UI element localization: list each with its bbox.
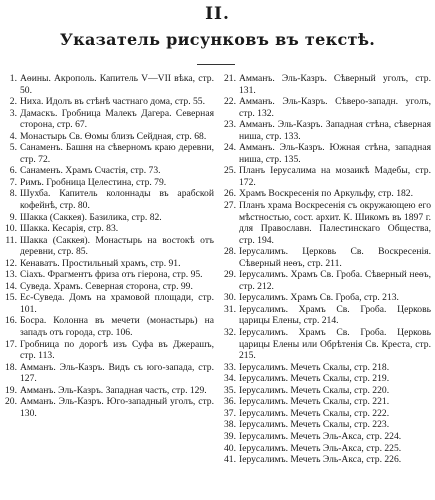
entry-number: 1. [9, 73, 17, 84]
entry-number: 6. [9, 165, 17, 177]
index-entry [223, 362, 431, 374]
entry-number: 39. [224, 430, 236, 442]
index-entry [223, 419, 431, 431]
index-column-right [223, 73, 431, 466]
entry-number: 8. [9, 188, 17, 200]
entry-number: 19. [5, 384, 17, 396]
entry-number: 4. [9, 130, 17, 142]
entry-number: 27. [224, 200, 236, 212]
entry-text: Храмъ Воскресенія по Аркульфу, стр. 182. [239, 188, 413, 200]
index-entry [4, 131, 214, 143]
index-entry [223, 246, 431, 269]
index-entry [223, 304, 431, 327]
entry-number: 18. [5, 361, 17, 373]
entry-text: Іерусалимъ. Храмъ Св. Гроба. Церковь царицы Елены или Обрѣтенія Св. Креста, стр. 215. [239, 327, 431, 362]
entry-number: 33. [224, 361, 236, 373]
entry-text: Монастырь Св. Ѳомы близъ Сейдная, стр. 68. [20, 130, 207, 142]
index-entry [4, 281, 214, 293]
entry-number: 34. [224, 373, 236, 385]
entry-text: Санаменъ. Храмъ Счастія, стр. 73. [20, 165, 161, 177]
entry-number: 16. [5, 315, 17, 327]
entry-number: 7. [9, 176, 17, 188]
entry-number: 25. [224, 165, 236, 177]
entry-number: 31. [224, 303, 236, 315]
entry-number: 11. [5, 234, 17, 246]
index-entry [223, 431, 431, 443]
index-entry [4, 142, 214, 165]
index-entry [4, 188, 214, 211]
entry-text: Амманъ. Эль-Казръ. Видъ съ юго-запада, стр. 127. [20, 361, 214, 385]
entry-number: 13. [5, 269, 17, 281]
index-entry [4, 269, 214, 281]
entry-text: Планъ Іерусалима на мозаикѣ Мадебы, стр. 172. [239, 165, 431, 188]
entry-text: Іерусалимъ. Храмъ Св. Гроба, стр. 213. [239, 292, 399, 304]
entry-text: Шакка. Кесарія, стр. 83. [20, 223, 119, 235]
entry-number: 14. [5, 280, 17, 292]
index-entry [4, 292, 214, 315]
entry-number: 17. [5, 338, 17, 350]
entry-text: Амманъ. Эль-Казръ. Западная часть, стр. 129. [20, 384, 207, 396]
index-entry [223, 292, 431, 304]
entry-text: Іерусалимъ. Мечеть Эль-Акса, стр. 225. [239, 442, 402, 454]
entry-text: Іерусалимъ. Мечеть Эль-Акса, стр. 226. [239, 454, 402, 466]
index-entry [4, 235, 214, 258]
entry-number: 26. [224, 188, 236, 200]
index-entry [4, 385, 214, 397]
entry-number: 38. [224, 419, 236, 431]
index-entry [4, 96, 214, 108]
entry-text: Амманъ. Эль-Казръ. Западная стѣна, сѣверная ниша, стр. 133. [239, 119, 431, 142]
section-number: II. [205, 4, 230, 24]
entry-text: Ниха. Идолъ въ стѣнѣ частнаго дома, стр. 55. [20, 96, 205, 108]
entry-text: Іерусалимъ. Церковь Св. Воскресенія. Сѣверный неѳъ, стр. 211. [239, 246, 431, 269]
index-entry [4, 315, 214, 338]
index-entry [4, 362, 214, 385]
entry-text: Іерусалимъ. Мечеть Скалы, стр. 218. [239, 361, 390, 373]
entry-text: Іерусалимъ. Мечеть Скалы, стр. 222. [239, 407, 390, 419]
entry-text: Кенаватъ. Простильный храмъ, стр. 91. [20, 257, 181, 269]
entry-text: Амманъ. Эль-Казръ. Сѣверный уголъ, стр. 131. [239, 73, 431, 96]
title-divider [197, 64, 235, 65]
entry-text: Шакка (Саккея). Базилика, стр. 82. [20, 211, 162, 223]
entry-number: 12. [5, 257, 17, 269]
entry-number: 9. [9, 211, 17, 223]
entry-number: 10. [5, 223, 17, 235]
entry-number: 32. [224, 327, 236, 339]
entry-number: 20. [5, 396, 17, 408]
index-entry [4, 258, 214, 270]
entry-text: Суведа. Храмъ. Северная сторона, стр. 99. [20, 280, 193, 292]
entry-number: 28. [224, 246, 236, 258]
entry-number: 37. [224, 407, 236, 419]
index-entry [4, 396, 214, 419]
index-column-left [4, 73, 214, 419]
entry-text: Дамаскъ. Гробница Малекъ Дагера. Северная сторона, стр. 67. [20, 107, 214, 131]
index-entry [223, 96, 431, 119]
entry-text: Іерусалимъ. Мечеть Скалы, стр. 223. [239, 419, 390, 431]
entry-number: 2. [9, 96, 17, 108]
entry-text: Ес-Суведа. Домъ на храмовой площади, стр. 101. [20, 292, 214, 315]
entry-number: 24. [224, 142, 236, 154]
entry-text: Іерусалимъ. Мечеть Скалы, стр. 220. [239, 384, 390, 396]
entry-number: 35. [224, 384, 236, 396]
entry-text: Санаменъ. Башня на сѣверномъ краю деревни, стр. 72. [20, 142, 214, 165]
entry-text: Сіахъ. Фрагментъ фриза отъ гіерона, стр. 95. [20, 269, 203, 281]
index-entry [4, 212, 214, 224]
entry-number: 29. [224, 269, 236, 281]
entry-number: 30. [224, 292, 236, 304]
entry-number: 41. [224, 454, 236, 466]
index-entry [223, 373, 431, 385]
entry-text: Амманъ. Эль-Казръ. Южная стѣна, западная ниша, стр. 135. [239, 142, 431, 165]
entry-text: Аѳины. Акрополь. Капитель V—VII вѣка, стр. 50. [20, 73, 214, 96]
index-entry [223, 188, 431, 200]
entry-number: 3. [9, 107, 17, 119]
index-entry [223, 269, 431, 292]
index-entry [223, 119, 431, 142]
index-entry [223, 454, 431, 466]
index-entry [223, 443, 431, 455]
entry-text: Планъ храма Воскресенія съ окружающею его мѣстностью, сост. архит. К. Шикомъ въ 1897 г. для Православн. Палестинскаго Общества, стр. 194. [239, 200, 431, 246]
index-entry [223, 327, 431, 362]
entry-text: Римъ. Гробница Целестина, стр. 79. [20, 176, 167, 188]
entry-text: Шухба. Капитель колоннады въ арабской кофейнѣ, стр. 80. [20, 188, 214, 212]
entry-text: Іерусалимъ. Мечеть Скалы, стр. 219. [239, 373, 390, 385]
entry-text: Амманъ. Эль-Казръ. Юго-западный уголъ, стр. 130. [20, 396, 214, 419]
entry-number: 5. [9, 142, 17, 154]
entry-number: 40. [224, 442, 236, 454]
index-entry [223, 396, 431, 408]
index-entry [4, 177, 214, 189]
index-entry [4, 108, 214, 131]
index-entry [4, 73, 214, 96]
page-title: Указатель рисунковъ въ текстѣ. [59, 30, 376, 49]
entry-number: 36. [224, 396, 236, 408]
entry-text: Гробница по дорогѣ изъ Суфа въ Джерашъ, стр. 113. [20, 338, 214, 362]
entry-text: Іерусалимъ. Мечеть Скалы, стр. 221. [239, 396, 390, 408]
entry-text: Амманъ. Эль-Казръ. Сѣверо-западн. уголъ, стр. 132. [239, 96, 431, 119]
entry-number: 23. [224, 119, 236, 131]
index-entry [223, 385, 431, 397]
entry-text: Босра. Колонна въ мечети (монастырь) на западъ отъ города, стр. 106. [20, 315, 214, 339]
entry-text: Іерусалимъ. Храмъ Св. Гроба. Церковь царицы Елены, стр. 214. [239, 303, 431, 327]
entry-number: 21. [224, 73, 236, 84]
index-entry [223, 73, 431, 96]
entry-text: Іерусалимъ. Храмъ Св. Гроба. Сѣверный неѳъ, стр. 212. [239, 269, 431, 292]
index-entry [4, 339, 214, 362]
entry-number: 15. [5, 292, 17, 304]
entry-number: 22. [224, 96, 236, 108]
entry-text: Шакка (Саккея). Монастырь на востокѣ отъ деревни, стр. 85. [20, 234, 214, 258]
index-entry [223, 165, 431, 188]
index-entry [223, 142, 431, 165]
index-entry [4, 165, 214, 177]
index-entry [223, 408, 431, 420]
index-entry [4, 223, 214, 235]
entry-text: Іерусалимъ. Мечеть Эль-Акса, стр. 224. [239, 430, 402, 442]
index-entry [223, 200, 431, 246]
